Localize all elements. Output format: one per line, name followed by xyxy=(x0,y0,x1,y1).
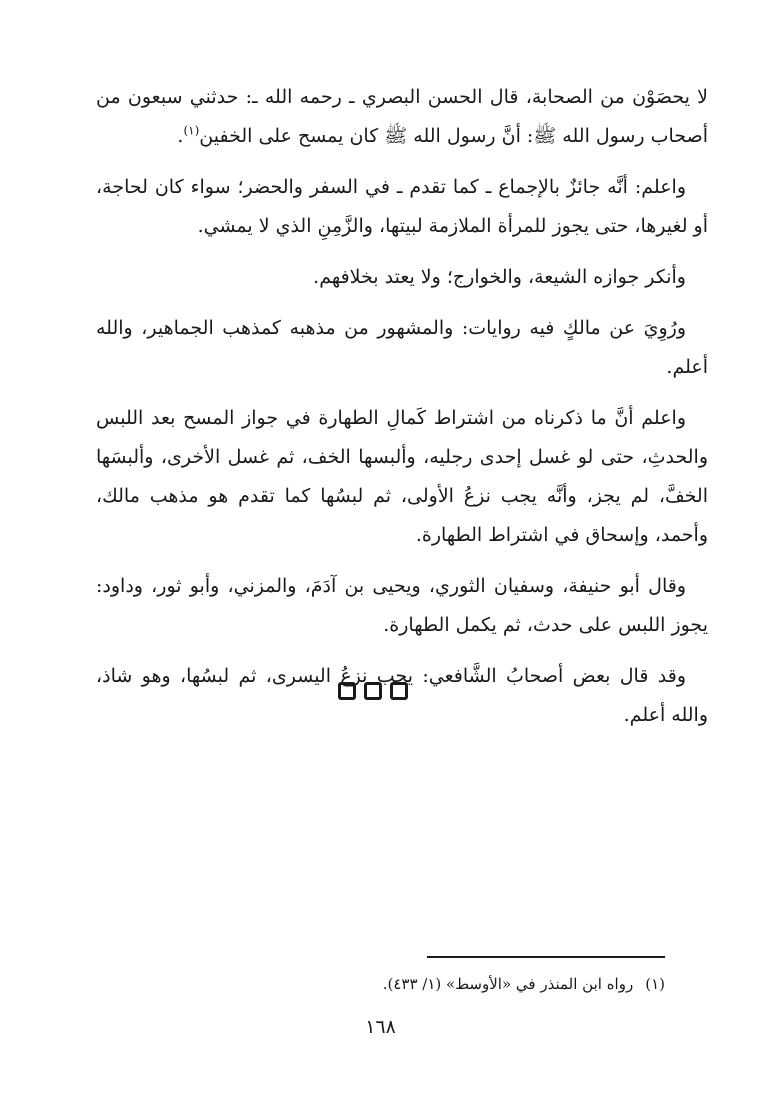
footnote-reference[interactable]: (١) xyxy=(183,123,200,138)
footnote xyxy=(383,972,665,996)
ornament-square-icon xyxy=(390,682,408,700)
paragraph-1-end: . xyxy=(177,125,184,147)
paragraph-5: واعلم أنَّ ما ذكرناه من اشتراط كَمالِ الطهارة في جواز المسح بعد اللبس والحدثِ، حتى لو غسل إحدى رجليه، وألبسها الخف، ثم غسل الأخرى، وألبسَها الخفَّ، لم يجز، وأنَّه يجب نزعُ الأولى، ثم لبسُها كما تقدم هو مذهب مالك، وأحمد، وإسحاق في اشتراط الطهارة. xyxy=(96,407,708,546)
paragraph-1 xyxy=(96,78,708,156)
page-number: ١٦٨ xyxy=(365,1016,396,1038)
footnote-divider xyxy=(427,956,665,958)
paragraph-4: ورُوِيَ عن مالكٍ فيه روايات: والمشهور من مذهبه كمذهب الجماهير، والله أعلم. xyxy=(96,317,708,378)
footnote-text: رواه ابن المنذر في «الأوسط» (١/ ٤٣٣). xyxy=(382,975,634,993)
page-body xyxy=(96,78,708,747)
ornament-square-icon xyxy=(364,682,382,700)
paragraph-2: واعلم: أنَّه جائزٌ بالإجماع ـ كما تقدم ـ في السفر والحضر؛ سواء كان لحاجة، أو لغيرها، حتى يجوز للمرأة الملازمة لبيتها، والزَّمِنِ الذي لا يمشي. xyxy=(96,176,708,237)
paragraph-3: وأنكر جوازه الشيعة، والخوارج؛ ولا يعتد بخلافهم. xyxy=(313,266,686,288)
paragraph-1-text: لا يحصَوْن من الصحابة، قال الحسن البصري ـ رحمه الله ـ: حدثني سبعون من أصحاب رسول الله ﷺ: أنَّ رسول الله ﷺ كان يمسح على الخفين xyxy=(96,86,708,147)
ornament-square-icon xyxy=(338,682,356,700)
paragraph-7: وقد قال بعض أصحابُ الشَّافعي: يجب نزعُ اليسرى، ثم لبسُها، وهو شاذ، والله أعلم. xyxy=(96,665,708,726)
footnote-number: (١) xyxy=(645,975,665,993)
paragraph-6: وقال أبو حنيفة، وسفيان الثوري، ويحيى بن آدَمَ، والمزني، وأبو ثور، وداود: يجوز اللبس على حدث، ثم يكمل الطهارة. xyxy=(96,575,708,636)
section-end-ornament xyxy=(338,682,408,700)
